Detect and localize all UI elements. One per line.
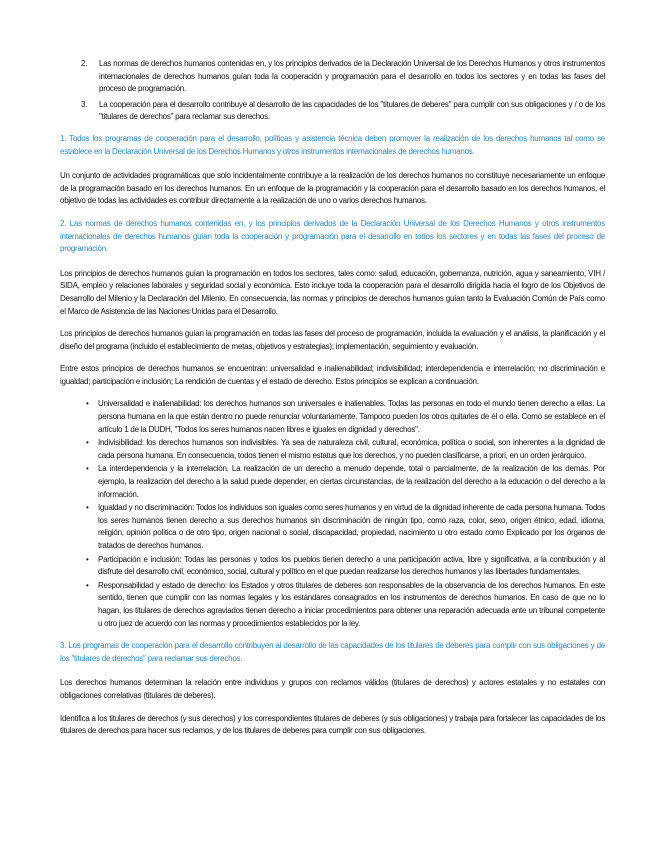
bullet-icon: • [86,580,89,590]
list-item [86,437,605,462]
list-item-text: Igualdad y no discriminación: Todos los individuos son iguales como seres humanos y en virtud de la dignidad inherente de cada persona humana. Todos los seres humanos tienen derecho a sus derechos humanos sin discriminación de ningún tipo, como raza, color, sexo, origen étnico, edad, idioma, religión, opinión política o de otro tipo, origen nacional o social, discapacidad, propiedad, nacimiento u otro estado como Explicado por los órganos de tratados de derechos humanos. [98,503,605,550]
section-heading-3: 3. Los programas de cooperación para el desarrollo contribuyen al desarrollo de las capacidades de los titulares de deberes para cumplir con sus obligaciones y de los "titulares de derechos" para reclamar sus derechos. [60,641,605,663]
paragraph: Un conjunto de actividades programáticas que solo incidentalmente contribuye a la realización de los derechos humanos no constituye necesariamente un enfoque de la programación basado en los derechos humanos. En un enfoque de la programación y la cooperación para el desarrollo basado en los derechos humanos, el objetivo de todas las actividades es contribuir directamente a la realización de uno o varios derechos humanos. [60,171,605,206]
paragraph: Los derechos humanos determinan la relación entre individuos y grupos con reclamos válidos (titulares de derechos) y actores estatales y no estatales con obligaciones correlativas (titulares de deberes). [60,678,605,700]
section-heading-1: 1. Todos los programas de cooperación para el desarrollo, políticas y asistencia técnica deben promover la realización de los derechos humanos tal como se establece en la Declaración Universal de los Derechos Humanos y otros instrumentos internacionales de derechos humanos. [60,133,605,156]
bullet-icon: • [86,503,89,513]
list-item [81,58,605,96]
list-item [81,99,605,124]
paragraph: Entre estos principios de derechos humanos se encuentran: universalidad e inalienabilidad; indivisibilidad; interdependencia e interrelación; no discriminación e igualdad; participación e inclusión; La rendición de cuentas y el estado de derecho. Estos principios se explican a continuación. [60,364,605,386]
list-item-text: Participación e inclusión: Todas las personas y todos los pueblos tienen derecho a una participación activa, libre y significativa, a la contribución y al disfrute del desarrollo civil, económico, social, cultural y político en el que puedan realizarse los derechos humanos y las libertades fundamentales. [98,554,605,577]
bullet-icon: • [86,438,89,448]
bullet-icon: • [86,554,89,564]
list-number: 3. [81,99,88,109]
list-number: 2. [81,59,88,68]
bullet-icon: • [86,399,89,409]
list-item-text: La cooperación para el desarrollo contribuye al desarrollo de las capacidades de los "titulares de deberes" para cumplir con sus obligaciones y / o de los "titulares de derechos" para reclamar sus derechos. [99,99,605,122]
list-item [86,502,605,552]
list-item-text: Universalidad e inalienabilidad: los derechos humanos son universales e inalienables. Todas las personas en todo el mundo tienen derecho a ellas. La persona humana en la que están dentro no puede renunciar voluntariamente. Tampoco pueden los otros quitarles de él o ella. Como se establece en el artículo 1 de la DUDH, "Todos los seres humanos nacen libres e iguales en dignidad y derechos". [98,399,605,434]
paragraph: Los principios de derechos humanos guían la programación en todas las fases del proceso de programación, incluida la evaluación y el análisis, la planificación y el diseño del programa (incluido el establecimiento de metas, objetivos y estrategias); implementación, seguimiento y evaluación. [60,329,605,351]
list-item [86,463,605,501]
list-item-text: Las normas de derechos humanos contenidas en, y los principios derivados de la Declaración Universal de los Derechos Humanos y otros instrumentos internacionales de derechos humanos guían toda la cooperación y programación para el desarrollo en todos los sectores y en todas las fases del proceso de programación. [99,59,605,94]
principles-list [60,398,605,630]
numbered-list [60,58,605,124]
list-item [86,554,605,579]
paragraph: Los principios de derechos humanos guían la programación en todos los sectores, tales como: salud, educación, gobernanza, nutrición, agua y saneamiento, VIH / SIDA, empleo y relaciones laborales y seguridad social y económica. Esto incluye toda la cooperación para el desarrollo dirigida hacia el logro de los Objetivos de Desarrollo del Milenio y la Declaración del Milenio. En consecuencia, las normas y principios de derechos humanos guían tanto la Evaluación Común de País como el Marco de Asistencia de las Naciones Unidas para el Desarrollo. [60,268,605,316]
list-item-text: La interdependencia y la interrelación. La realización de un derecho a menudo depende, total o parcialmente, de la realización de los demás. Por ejemplo, la realización del derecho a la salud puede depender, en ciertas circunstancias, de la realización del derecho a la educación o del derecho a la información. [98,464,605,499]
list-item-text: Responsabilidad y estado de derecho: los Estados y otros titulares de deberes son responsables de la observancia de los derechos humanos. En este sentido, tienen que cumplir con las normas legales y los estándares consagrados en los instrumentos de derechos humanos. En caso de que no lo hagan, los titulares de derechos agraviados tienen derecho a iniciar procedimientos para obtener una reparación adecuada ante un tribunal competente u otro juez de acuerdo con las normas y procedimientos establecidos por la ley. [98,580,605,628]
section-heading-2: 2. Las normas de derechos humanos contenidas en, y los principios derivados de la Declaración Universal de los Derechos Humanos y otros instrumentos internacionales de derechos humanos guían toda la cooperación y programación para el desarrollo en todos los sectores y en todas las fases del proceso de programación. [60,218,605,254]
bullet-icon: • [86,464,89,474]
list-item [86,398,605,436]
list-item [86,580,605,630]
list-item-text: Indivisibilidad: los derechos humanos son indivisibles. Ya sea de naturaleza civil, cultural, económica, política o social, son inherentes a la dignidad de cada persona humana. En consecuencia, todos tienen el mismo estatus que los derechos, y no pueden clasificarse, a priori, en un orden jerárquico. [98,438,605,460]
paragraph: Identifica a los titulares de derechos (y sus derechos) y los correspondientes titulares de deberes (y sus obligaciones) y trabaja para fortalecer las capacidades de los titulares de derechos para hacer sus reclamos, y de los titulares de deberes para cumplir con sus obligaciones. [60,713,605,736]
